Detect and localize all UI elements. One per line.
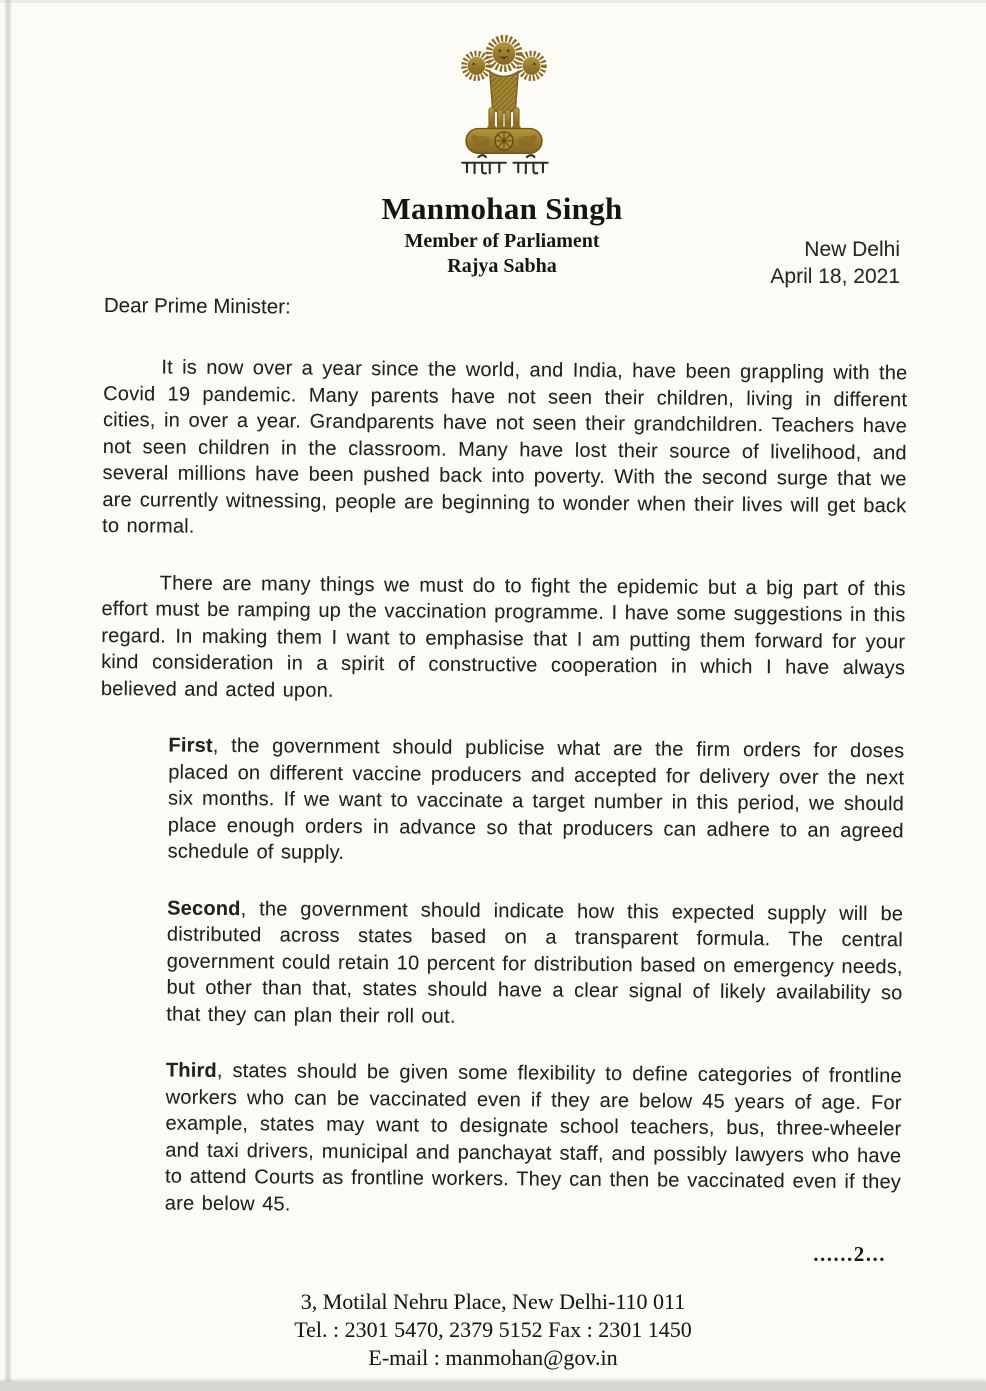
letter-paragraph [165, 1058, 902, 1223]
letter-paragraph [101, 569, 906, 708]
india-national-emblem-icon [447, 24, 561, 183]
footer-email: E-mail : manmohan@gov.in [368, 1345, 618, 1370]
satyameva-jayate-motto [462, 155, 548, 173]
paragraph-text: It is now over a year since the world, and India, have been grappling with the Covid 19 pandemic. Many parents have not seen their children, living in different cities, in over a year. Grandparents have not seen their grandchildren. Teachers have not seen children in the classroom. Many have lost their source of livelihood, and several millions have been pushed back into poverty. With the second surge that we are currently witnessing, people are beginning to wonder when their lives will get back to normal. [102, 356, 908, 538]
paragraph-text: , the government should indicate how this expected supply will be distributed across states based on a transparent formula. The central government could retain 10 percent for distribution based on emergency needs, but other than that, states should have a clear signal of likely availability so that they can plan their roll out. [166, 897, 904, 1028]
paragraph-text: , states should be given some flexibility to define categories of frontline workers who can be vaccinated even if they are below 45 years of age. For example, states may want to designate school teachers, bus, three-wheeler and taxi drivers, municipal and panchayat staff, and possibly lawyers who have to attend Courts as frontline workers. They can then be vaccinated even if they are below 45. [164, 1059, 902, 1215]
salutation: Dear Prime Minister: [103, 294, 291, 319]
letter-body [97, 294, 908, 1252]
sender-title: Member of Parliament [404, 230, 600, 252]
letter-footer [0, 1288, 986, 1372]
scan-edge-bottom [0, 1382, 986, 1391]
letter-paragraph [168, 733, 905, 871]
sender-name: Manmohan Singh [381, 191, 623, 226]
page-marker: ......2... [813, 1242, 886, 1266]
paragraph-lead: Second [167, 897, 241, 920]
paragraph-lead: First [168, 734, 213, 757]
paragraph-lead: Third [165, 1059, 217, 1082]
dateline-date: April 18, 2021 [770, 265, 900, 288]
letter-paragraph [166, 895, 903, 1033]
dateline-place: New Delhi [804, 238, 900, 261]
letter-paragraph [102, 354, 907, 546]
paragraph-text: , the government should publicise what are the firm orders for doses placed on different vaccine producers and accepted for delivery over the next six months. If we want to vaccinate a target number in this period, we should place enough orders in advance so that producers can adhere to an agreed schedule of supply. [167, 734, 905, 864]
paragraph-text: There are many things we must do to fight the epidemic but a big part of this effort must be ramping up the vaccination programme. I have some suggestions in this regard. In making them I want to emphasise that I am putting them forward for your kind consideration in a spirit of constructive cooperation in which I have always believed and acted upon. [100, 571, 906, 702]
scan-edge-top [0, 0, 986, 3]
sender-chamber: Rajya Sabha [447, 255, 557, 277]
footer-address: 3, Motilal Nehru Place, New Delhi-110 011 [300, 1289, 686, 1314]
footer-phone-fax: Tel. : 2301 5470, 2379 5152 Fax : 2301 1450 [294, 1317, 692, 1342]
dateline [770, 236, 900, 290]
